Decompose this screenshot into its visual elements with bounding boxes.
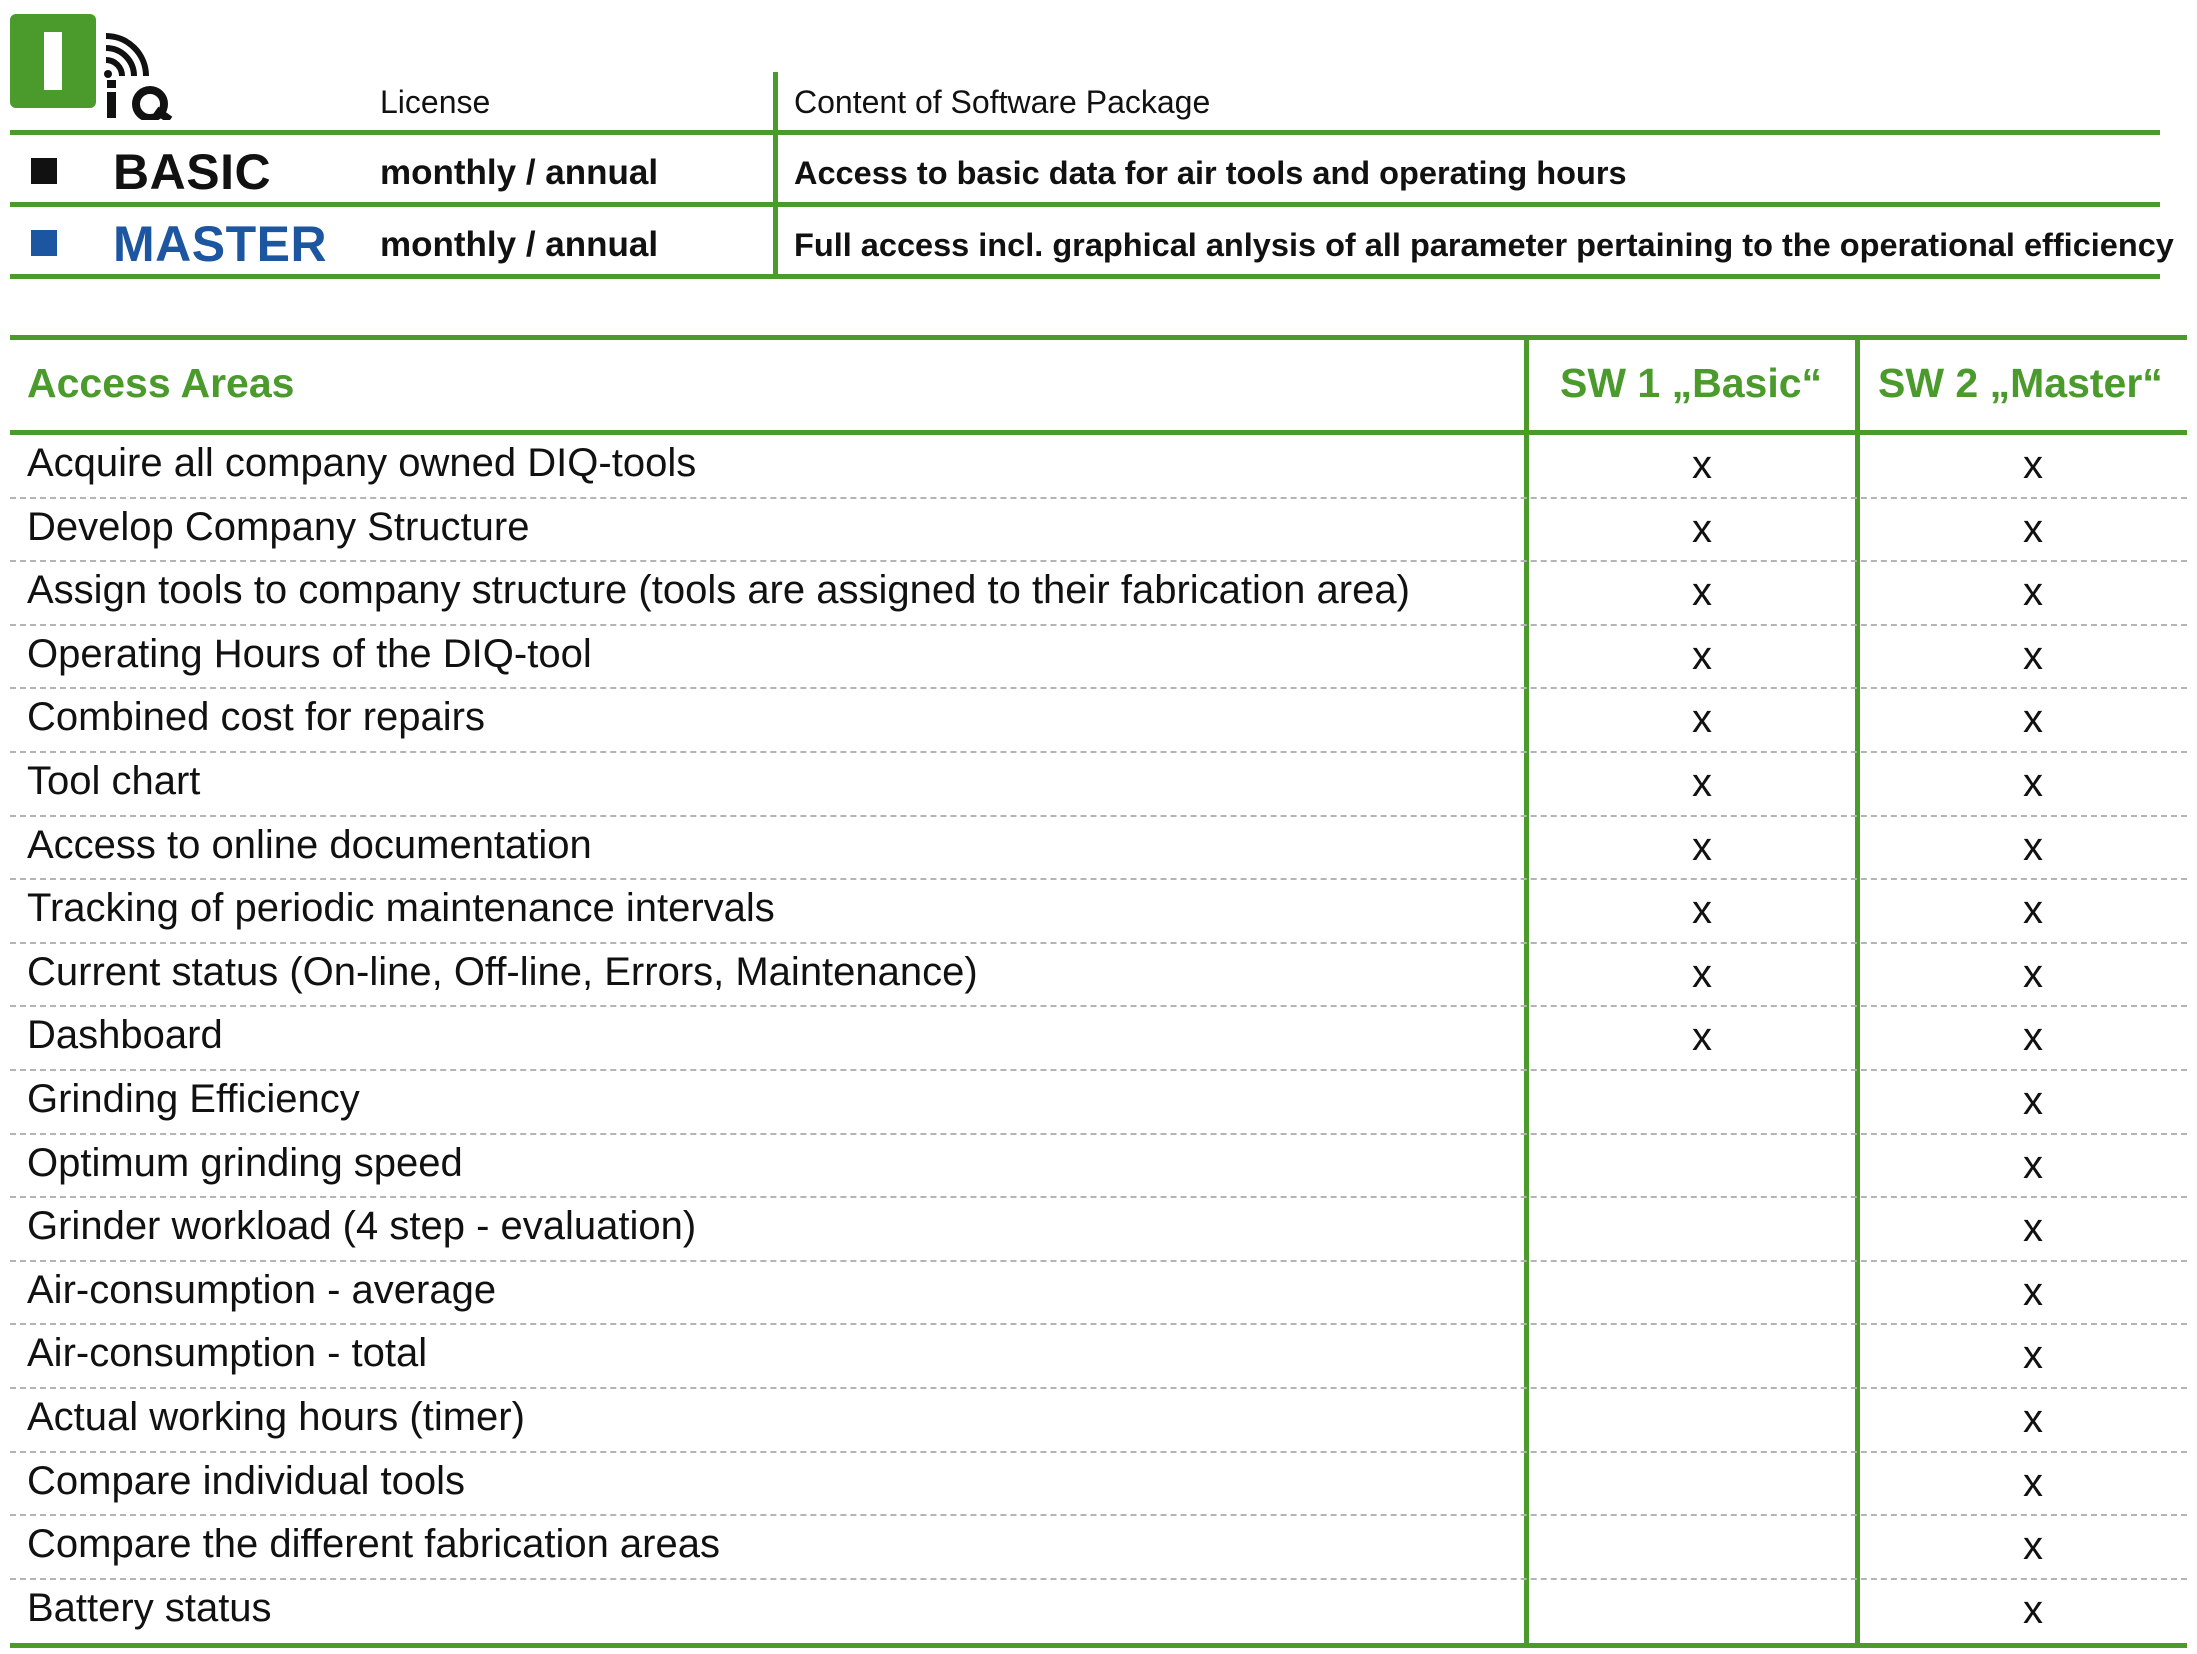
access-area-label: Battery status bbox=[27, 1585, 272, 1630]
sw2-check-mark: x bbox=[2023, 506, 2043, 551]
access-area-label: Tool chart bbox=[27, 759, 201, 803]
access-area-label: Actual working hours (timer) bbox=[27, 1395, 525, 1439]
access-area-label: Current status (On-line, Off-line, Errors, Maintenance) bbox=[27, 949, 978, 994]
sw2-check-mark: x bbox=[2023, 1269, 2043, 1314]
sw2-check-mark: x bbox=[2023, 1079, 2043, 1123]
table-row bbox=[10, 1071, 2187, 1135]
access-table-bottom-rule bbox=[10, 1643, 2187, 1648]
table-row bbox=[10, 1135, 2187, 1199]
license-table-bottom-rule bbox=[10, 274, 2160, 279]
sw2-check-mark: x bbox=[2023, 1333, 2043, 1378]
access-area-label: Air-consumption - average bbox=[27, 1267, 497, 1312]
license-column-header: License bbox=[380, 84, 491, 120]
basic-square-icon bbox=[31, 158, 57, 184]
sw1-check-mark: x bbox=[1692, 570, 1712, 615]
table-row bbox=[10, 1580, 2187, 1644]
access-table-top-rule bbox=[10, 335, 2187, 340]
content-column-header: Content of Software Package bbox=[794, 84, 1211, 120]
table-row bbox=[10, 753, 2187, 817]
sw2-master-header: SW 2 „Master“ bbox=[1878, 360, 2163, 406]
sw2-check-mark: x bbox=[2023, 1587, 2043, 1632]
sw2-check-mark: x bbox=[2023, 633, 2043, 678]
master-square-icon bbox=[31, 230, 57, 256]
table-row bbox=[10, 1389, 2187, 1453]
access-area-label: Optimum grinding speed bbox=[27, 1140, 463, 1185]
sw1-check-mark: x bbox=[1692, 506, 1712, 551]
sw2-check-mark: x bbox=[2023, 1524, 2043, 1569]
access-area-label: Air-consumption - total bbox=[27, 1331, 428, 1376]
table-row bbox=[10, 626, 2187, 690]
table-row bbox=[10, 562, 2187, 626]
access-area-label: Develop Company Structure bbox=[27, 504, 530, 549]
access-area-label: Compare the different fabrication areas bbox=[27, 1522, 720, 1567]
access-area-label: Acquire all company owned DIQ-tools bbox=[27, 441, 697, 485]
access-area-label: Combined cost for repairs bbox=[27, 695, 485, 740]
access-area-label: Compare individual tools bbox=[27, 1458, 466, 1503]
license-content: Full access incl. graphical anlysis of all parameter pertaining to the operational efficiency bbox=[794, 227, 2174, 263]
sw1-check-mark: x bbox=[1692, 443, 1712, 487]
sw2-check-mark: x bbox=[2023, 1206, 2043, 1251]
license-row-basic bbox=[0, 135, 2160, 206]
sw2-check-mark: x bbox=[2023, 443, 2043, 487]
table-row bbox=[10, 1453, 2187, 1517]
table-row bbox=[10, 1007, 2187, 1071]
access-areas-header: Access Areas bbox=[27, 360, 295, 406]
sw2-check-mark: x bbox=[2023, 570, 2043, 615]
access-area-label: Grinder workload (4 step - evaluation) bbox=[27, 1204, 697, 1249]
license-row-master bbox=[0, 207, 2174, 278]
sw1-check-mark: x bbox=[1692, 697, 1712, 742]
sw2-check-mark: x bbox=[2023, 824, 2043, 869]
table-row bbox=[10, 1325, 2187, 1389]
license-content: Access to basic data for air tools and operating hours bbox=[794, 155, 1627, 191]
sw2-check-mark: x bbox=[2023, 1015, 2043, 1060]
sw2-check-mark: x bbox=[2023, 697, 2043, 742]
table-row bbox=[10, 944, 2187, 1008]
license-name: BASIC bbox=[113, 144, 272, 200]
access-area-label: Grinding Efficiency bbox=[27, 1077, 360, 1121]
table-row bbox=[10, 880, 2187, 944]
access-area-label: Access to online documentation bbox=[27, 822, 592, 867]
table-row bbox=[10, 1198, 2187, 1262]
access-area-label: Tracking of periodic maintenance intervals bbox=[27, 886, 775, 931]
access-area-label: Operating Hours of the DIQ-tool bbox=[27, 631, 592, 676]
sw1-check-mark: x bbox=[1692, 824, 1712, 869]
sw1-check-mark: x bbox=[1692, 761, 1712, 805]
access-area-label: Dashboard bbox=[27, 1013, 223, 1058]
sw2-check-mark: x bbox=[2023, 888, 2043, 933]
table-row bbox=[10, 1516, 2187, 1580]
table-row bbox=[10, 689, 2187, 753]
sw2-check-mark: x bbox=[2023, 951, 2043, 996]
diq-logo bbox=[10, 14, 185, 120]
table-row bbox=[10, 435, 2187, 499]
sw1-check-mark: x bbox=[1692, 951, 1712, 996]
table-row bbox=[10, 1262, 2187, 1326]
license-term: monthly / annual bbox=[380, 153, 659, 192]
sw1-basic-header: SW 1 „Basic“ bbox=[1560, 360, 1823, 406]
table-row bbox=[10, 499, 2187, 563]
sw2-check-mark: x bbox=[2023, 1397, 2043, 1441]
sw1-check-mark: x bbox=[1692, 1015, 1712, 1060]
sw2-check-mark: x bbox=[2023, 761, 2043, 805]
sw1-check-mark: x bbox=[1692, 888, 1712, 933]
sw2-check-mark: x bbox=[2023, 1460, 2043, 1505]
table-row bbox=[10, 817, 2187, 881]
access-area-label: Assign tools to company structure (tools are assigned to their fabrication area) bbox=[27, 568, 1410, 613]
license-term: monthly / annual bbox=[380, 225, 659, 264]
license-name: MASTER bbox=[113, 216, 328, 272]
sw2-check-mark: x bbox=[2023, 1142, 2043, 1187]
sw1-check-mark: x bbox=[1692, 633, 1712, 678]
